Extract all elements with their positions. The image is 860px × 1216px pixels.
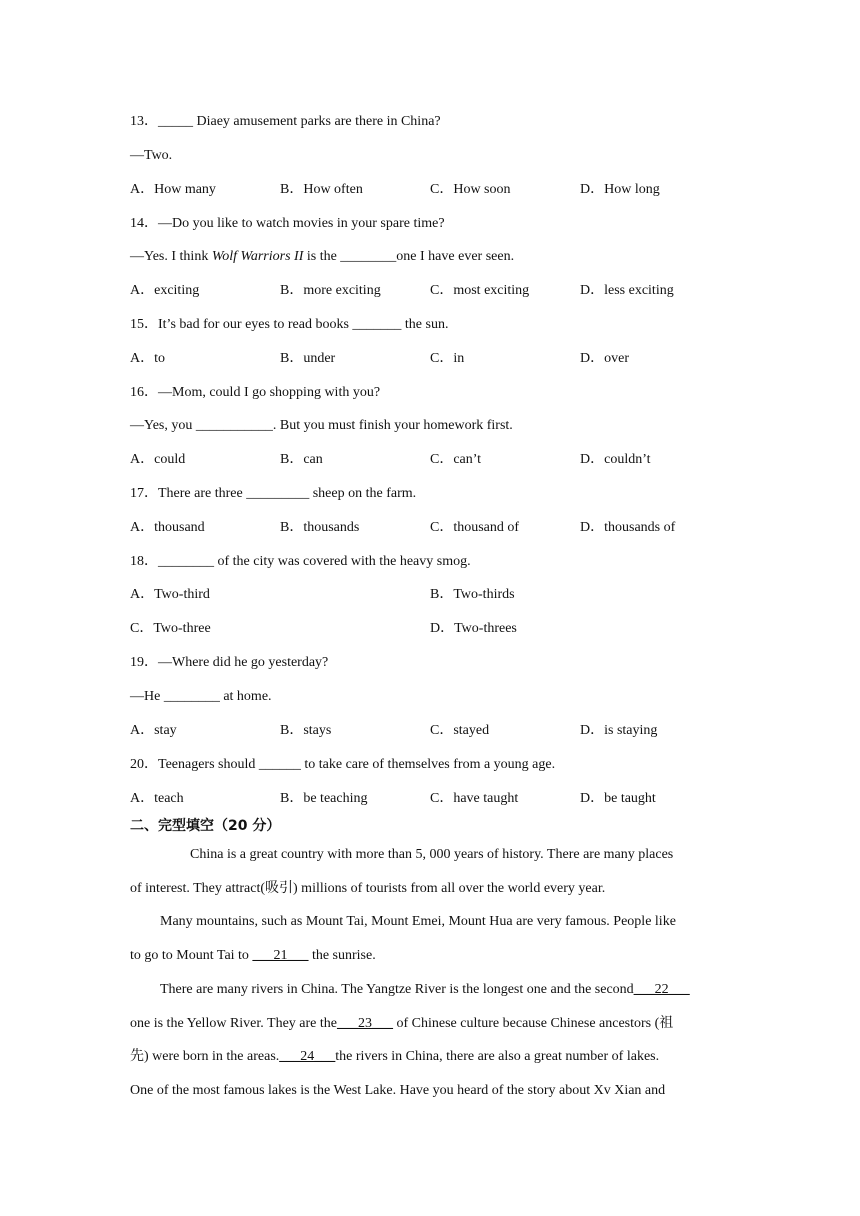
question-16-option-b: B．can xyxy=(280,452,323,467)
question-17-option-c: C．thousand of xyxy=(430,520,520,535)
passage-p3-line1 xyxy=(130,981,760,999)
question-16-option-a: A．could xyxy=(130,452,186,467)
question-16-stem: 16．—Mom, could I go shopping with you? xyxy=(130,385,381,400)
blank-21: ___21___ xyxy=(252,948,309,963)
question-18-stem: 18．________ of the city was covered with the heavy smog. xyxy=(130,554,471,569)
passage-p2-line2-pre: to go to Mount Tai to xyxy=(130,948,253,963)
question-13-stem: 13．_____ Diaey amusement parks are there in China? xyxy=(130,114,441,129)
blank-23: ___23___ xyxy=(337,1016,393,1031)
passage-p2-line2-post: the sunrise. xyxy=(308,948,376,963)
question-14-reply xyxy=(130,248,514,266)
question-17-option-b: B．thousands xyxy=(280,520,360,535)
question-18-option-b: B．Two-thirds xyxy=(430,587,515,602)
question-17-option-a: A．thousand xyxy=(130,520,205,535)
question-14-option-b: B．more exciting xyxy=(280,283,381,298)
passage-p1-line2: of interest. They attract(吸引) millions of tourists from all over the world every year. xyxy=(130,881,606,896)
question-15-option-a: A．to xyxy=(130,351,165,366)
blank-24: ___24___ xyxy=(279,1049,336,1064)
question-13-option-b: B．How often xyxy=(280,182,363,197)
passage-p2-line2 xyxy=(130,947,730,965)
passage-p1-line1: China is a great country with more than 5, 000 years of history. There are many places xyxy=(190,847,674,862)
question-19-option-d: D．is staying xyxy=(580,723,658,738)
question-14-reply-pre: —Yes. I think xyxy=(130,249,212,264)
question-18-option-a: A．Two-third xyxy=(130,587,210,602)
question-20-option-b: B．be teaching xyxy=(280,791,368,806)
question-14-stem: 14．—Do you like to watch movies in your spare time? xyxy=(130,216,445,231)
passage-p3-line1-pre: There are many rivers in China. The Yangtze River is the longest one and the second xyxy=(160,982,634,997)
question-19-option-b: B．stays xyxy=(280,723,332,738)
question-18-option-d: D．Two-threes xyxy=(430,621,517,636)
section-heading: 二、完型填空（20 分） xyxy=(130,818,281,834)
passage-p3-line2 xyxy=(130,1015,730,1033)
passage-p3-line2-pre: one is the Yellow River. They are the xyxy=(130,1016,337,1031)
question-18-option-c: C．Two-three xyxy=(130,621,211,636)
question-13-option-c: C．How soon xyxy=(430,182,511,197)
question-16-reply: —Yes, you ___________. But you must finish your homework first. xyxy=(130,418,513,433)
passage-p2-line1: Many mountains, such as Mount Tai, Mount Emei, Mount Hua are very famous. People like xyxy=(160,914,676,929)
question-19-option-a: A．stay xyxy=(130,723,177,738)
passage-p3-line3 xyxy=(130,1048,730,1066)
question-13-option-a: A．How many xyxy=(130,182,216,197)
question-14-option-a: A．exciting xyxy=(130,283,200,298)
question-19-stem: 19．—Where did he go yesterday? xyxy=(130,655,329,670)
question-14-reply-post: is the ________one I have ever seen. xyxy=(303,249,515,264)
passage-p3-line3-pre: 先) were born in the areas. xyxy=(130,1049,280,1064)
question-20-option-c: C．have taught xyxy=(430,791,519,806)
question-13-option-d: D．How long xyxy=(580,182,660,197)
question-20-stem: 20．Teenagers should ______ to take care of themselves from a young age. xyxy=(130,757,556,772)
question-17-option-d: D．thousands of xyxy=(580,520,676,535)
question-15-option-c: C．in xyxy=(430,351,465,366)
question-14-movie-title: Wolf Warriors II xyxy=(211,249,304,264)
question-14-option-c: C．most exciting xyxy=(430,283,530,298)
question-16-option-d: D．couldn’t xyxy=(580,452,651,467)
question-15-option-d: D．over xyxy=(580,351,629,366)
passage-p3-line2-post: of Chinese culture because Chinese ancestors (祖 xyxy=(393,1016,674,1031)
question-14-option-d: D．less exciting xyxy=(580,283,674,298)
passage-p3-line3-post: the rivers in China, there are also a great number of lakes. xyxy=(335,1049,660,1064)
question-16-option-c: C．can’t xyxy=(430,452,482,467)
question-19-option-c: C．stayed xyxy=(430,723,490,738)
passage-p3-line4: One of the most famous lakes is the West Lake. Have you heard of the story about Xv Xian and xyxy=(130,1083,666,1098)
question-13-reply: —Two. xyxy=(130,148,173,163)
question-20-option-d: D．be taught xyxy=(580,791,656,806)
question-17-stem: 17．There are three _________ sheep on the farm. xyxy=(130,486,417,501)
question-20-option-a: A．teach xyxy=(130,791,184,806)
question-15-option-b: B．under xyxy=(280,351,336,366)
blank-22: ___22___ xyxy=(633,982,690,997)
question-15-stem: 15．It’s bad for our eyes to read books _______ the sun. xyxy=(130,317,449,332)
question-19-reply: —He ________ at home. xyxy=(130,689,272,704)
